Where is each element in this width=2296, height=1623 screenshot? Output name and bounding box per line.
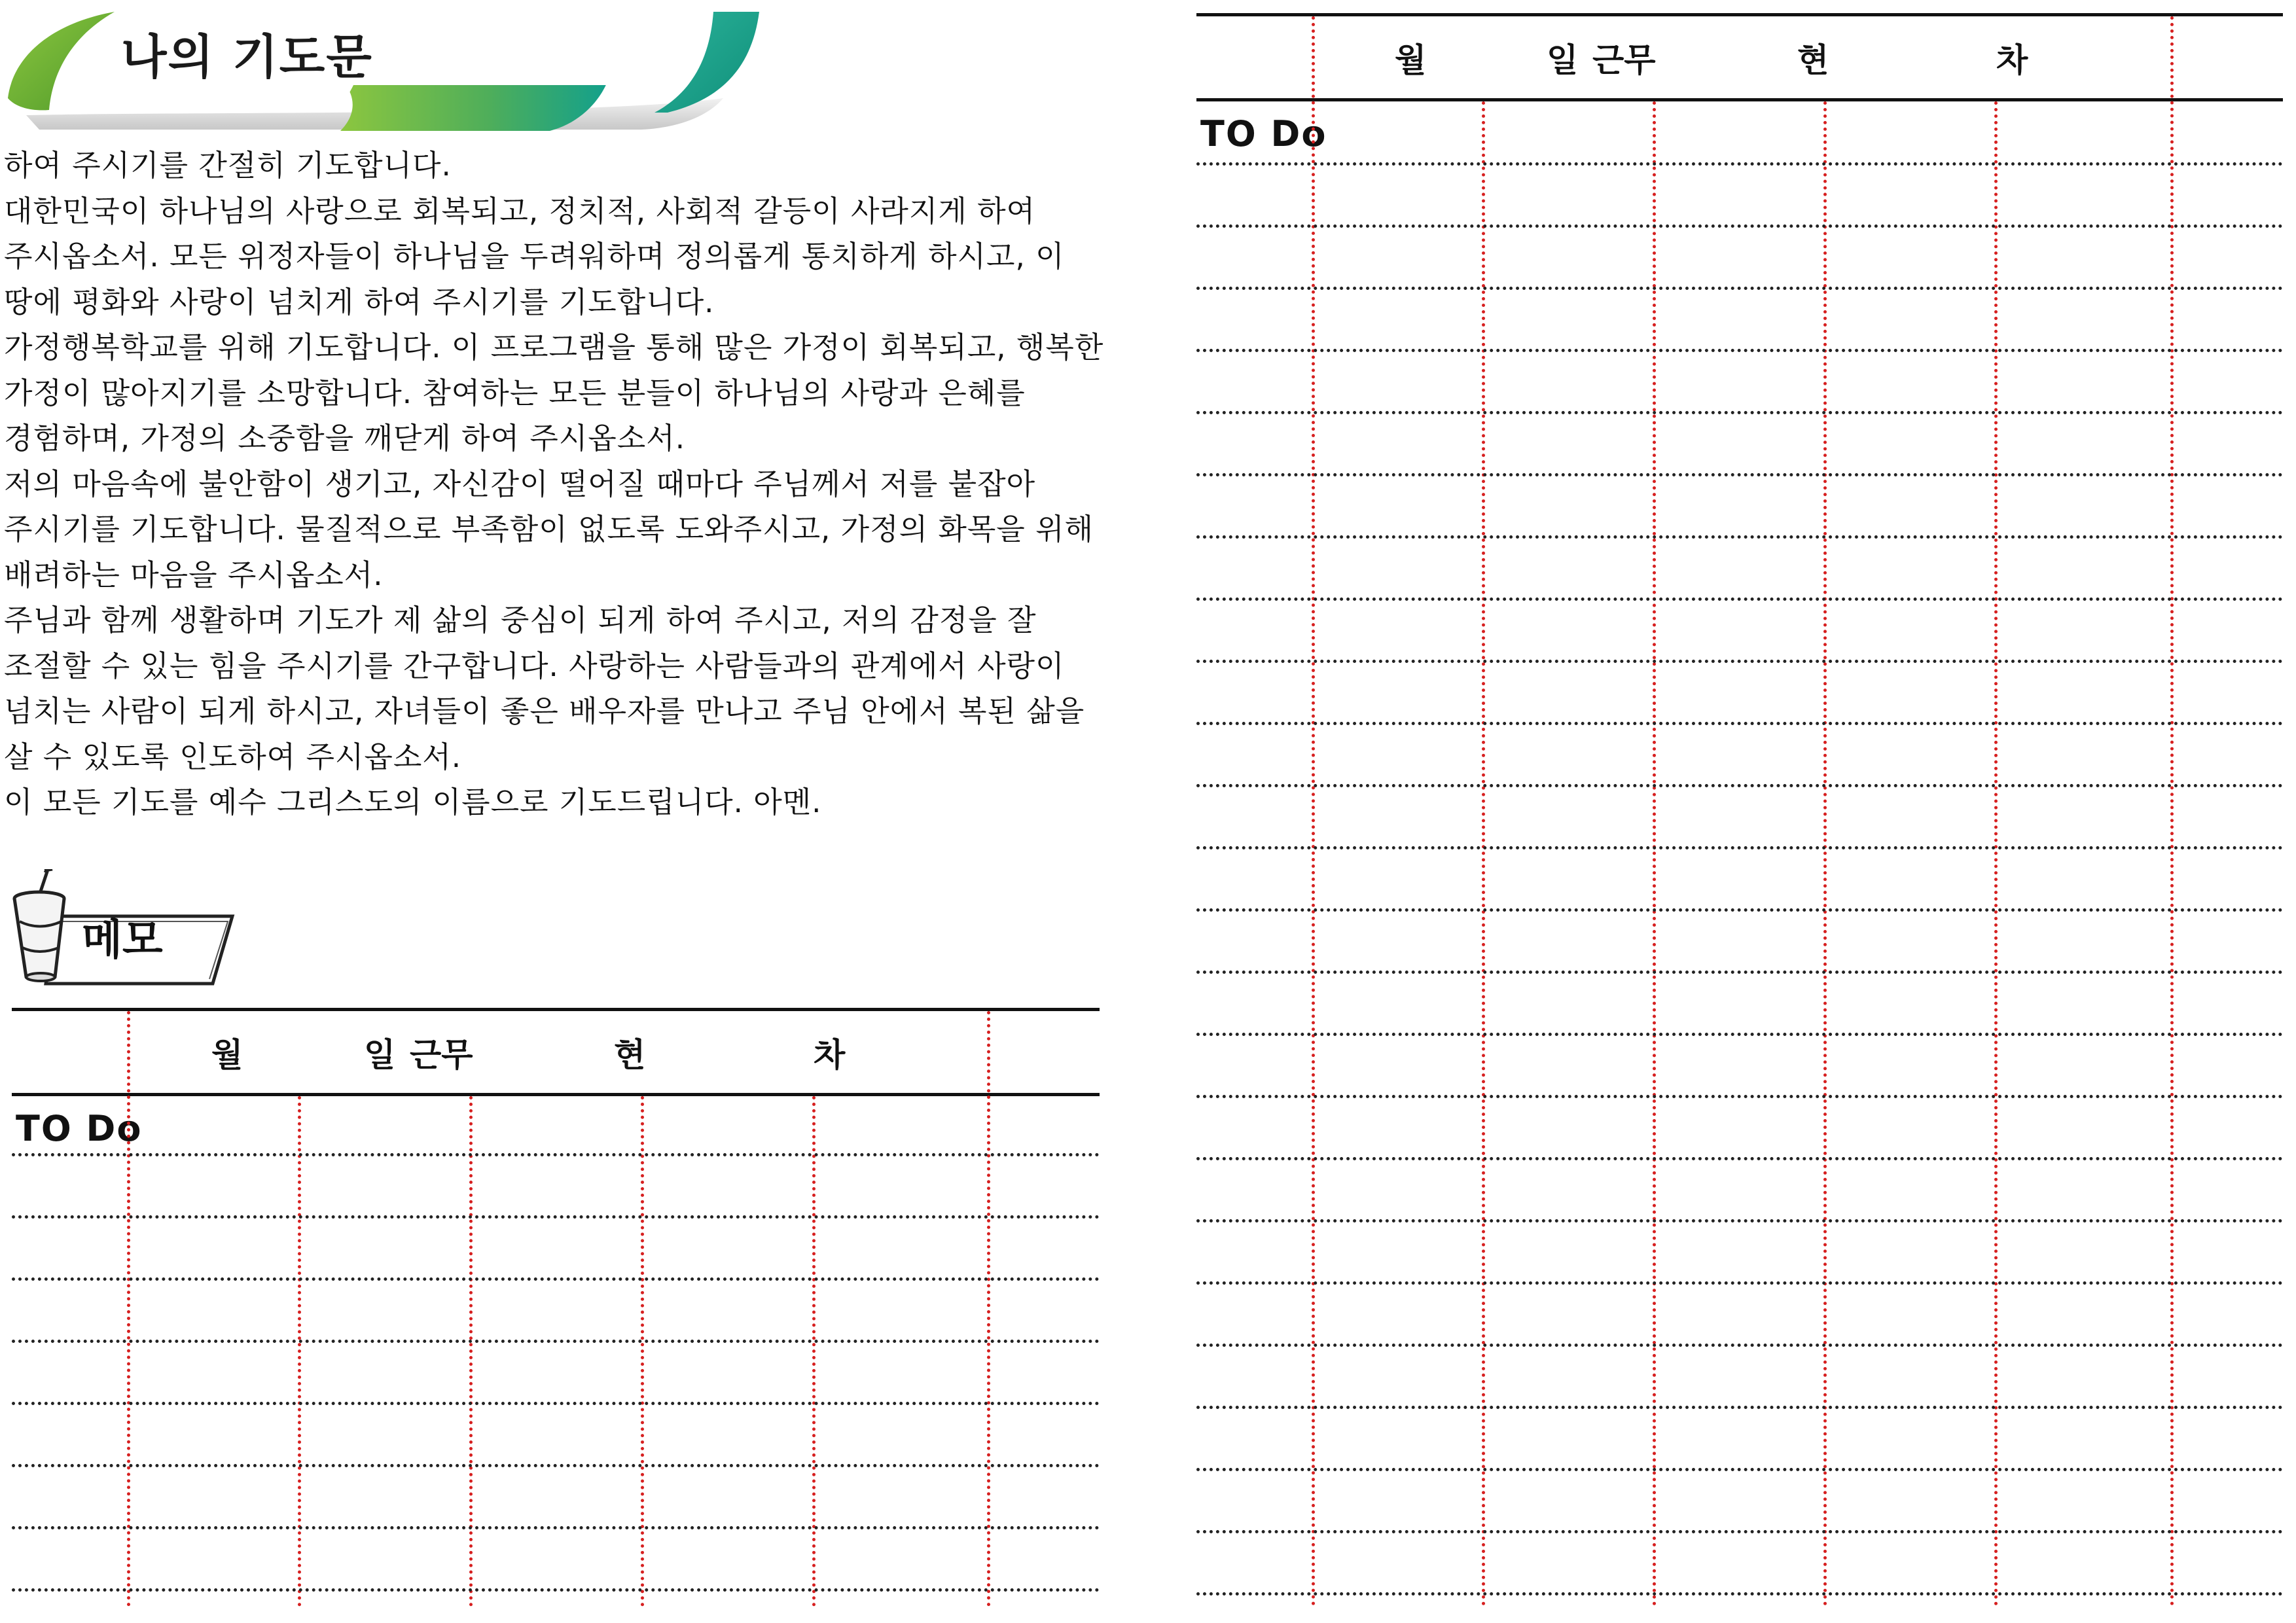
dotted-row-line (1196, 1406, 2283, 1409)
header-bottom-rule (1196, 98, 2283, 101)
prayer-line: 경험하며, 가정의 소중함을 깨닫게 하여 주시옵소서. (4, 421, 686, 455)
column-divider (127, 1011, 130, 1607)
prayer-line: 넘치는 사람이 되게 하시고, 자녀들이 좋은 배우자를 만나고 주님 안에서 복된 삶을 (4, 694, 1085, 728)
header-month: 월 (211, 1036, 243, 1074)
header-bottom-rule (12, 1093, 1100, 1096)
dotted-row-line (1196, 411, 2283, 414)
prayer-line: 하여 주시기를 간절히 기도합니다. (4, 148, 452, 183)
prayer-line: 주님과 함께 생활하며 기도가 제 삶의 중심이 되게 하여 주시고, 저의 감정을 잘 (4, 603, 1037, 637)
header-round: 차 (1996, 41, 2028, 79)
column-divider (987, 1011, 990, 1607)
header-top-rule (12, 1008, 1100, 1011)
prayer-line: 살 수 있도록 인도하여 주시옵소서. (4, 739, 462, 774)
dotted-row-line (1196, 1281, 2283, 1285)
dotted-row-line (1196, 162, 2283, 166)
header-top-rule (1196, 13, 2283, 16)
prayer-line: 가정행복학교를 위해 기도합니다. 이 프로그램을 통해 많은 가정이 회복되고, 행복한 (4, 330, 1104, 365)
header-work: 근무 (1592, 41, 1656, 79)
dotted-row-line (1196, 660, 2283, 663)
planner-sheet-right (1196, 13, 2283, 1610)
dotted-row-line (1196, 473, 2283, 476)
dotted-row-line (12, 1464, 1100, 1467)
column-divider (1994, 101, 1998, 1607)
prayer-line: 조절할 수 있는 힘을 주시기를 간구합니다. 사랑하는 사람들과의 관계에서 사랑이 (4, 648, 1065, 683)
title-banner-graphic (0, 0, 766, 141)
dotted-row-line (1196, 1033, 2283, 1036)
dotted-row-line (1196, 1219, 2283, 1222)
dotted-row-line (1196, 349, 2283, 352)
prayer-line: 저의 마음속에 불안함이 생기고, 자신감이 떨어질 때마다 주님께서 저를 붙잡아 (4, 466, 1036, 501)
dotted-row-line (12, 1153, 1100, 1156)
column-divider (1312, 16, 1315, 1607)
cup-with-straw-icon (14, 869, 64, 981)
dotted-row-line (12, 1526, 1100, 1529)
column-divider (469, 1096, 473, 1607)
dotted-row-line (1196, 971, 2283, 974)
prayer-line: 이 모든 기도를 예수 그리스도의 이름으로 기도드립니다. 아멘. (4, 785, 822, 819)
dotted-row-line (1196, 1468, 2283, 1471)
header-round: 차 (814, 1036, 846, 1074)
header-work: 근무 (410, 1036, 473, 1074)
header-month: 월 (1395, 41, 1427, 79)
dotted-row-line (12, 1277, 1100, 1281)
dotted-row-line (1196, 535, 2283, 539)
dotted-row-line (1196, 1344, 2283, 1347)
dotted-row-line (1196, 722, 2283, 725)
dotted-row-line (1196, 1530, 2283, 1533)
dotted-row-line (1196, 224, 2283, 228)
dotted-row-line (1196, 908, 2283, 912)
column-divider (1823, 101, 1827, 1607)
column-divider (641, 1096, 644, 1607)
dotted-row-line (12, 1340, 1100, 1343)
dotted-row-line (1196, 846, 2283, 849)
dotted-row-line (1196, 597, 2283, 601)
prayer-line: 배려하는 마음을 주시옵소서. (4, 557, 384, 592)
memo-title: 메모 (82, 916, 163, 965)
dotted-row-line (12, 1215, 1100, 1219)
page-title: 나의 기도문 (121, 29, 373, 84)
header-status: 현 (614, 1036, 646, 1074)
column-divider (2170, 16, 2174, 1607)
dotted-row-line (12, 1402, 1100, 1405)
prayer-line: 주시기를 기도합니다. 물질적으로 부족함이 없도록 도와주시고, 가정의 화목을 위해 (4, 512, 1094, 546)
header-day: 일 (1547, 41, 1579, 79)
prayer-line: 주시옵소서. 모든 위정자들이 하나님을 두려워하며 정의롭게 통치하게 하시고, 이 (4, 239, 1065, 274)
dotted-row-line (1196, 1095, 2283, 1098)
header-day: 일 (364, 1036, 396, 1074)
column-divider (812, 1096, 816, 1607)
dotted-row-line (1196, 1157, 2283, 1160)
prayer-body (4, 143, 1117, 825)
prayer-line: 땅에 평화와 사랑이 넘치게 하여 주시기를 기도합니다. (4, 284, 715, 319)
dotted-row-line (1196, 1592, 2283, 1596)
column-divider (1482, 101, 1485, 1607)
prayer-line: 가정이 많아지기를 소망합니다. 참여하는 모든 분들이 하나님의 사랑과 은혜를 (4, 375, 1026, 410)
dotted-row-line (1196, 784, 2283, 787)
dotted-row-line (1196, 287, 2283, 290)
column-divider (1653, 101, 1656, 1607)
dotted-row-line (12, 1588, 1100, 1592)
column-divider (298, 1096, 301, 1607)
header-status: 현 (1797, 41, 1829, 79)
prayer-line: 대한민국이 하나님의 사랑으로 회복되고, 정치적, 사회적 갈등이 사라지게 하여 (4, 193, 1036, 228)
todo-label: TO Do (16, 1108, 143, 1149)
todo-label: TO Do (1200, 113, 1327, 154)
planner-sheet-left (12, 1008, 1100, 1610)
